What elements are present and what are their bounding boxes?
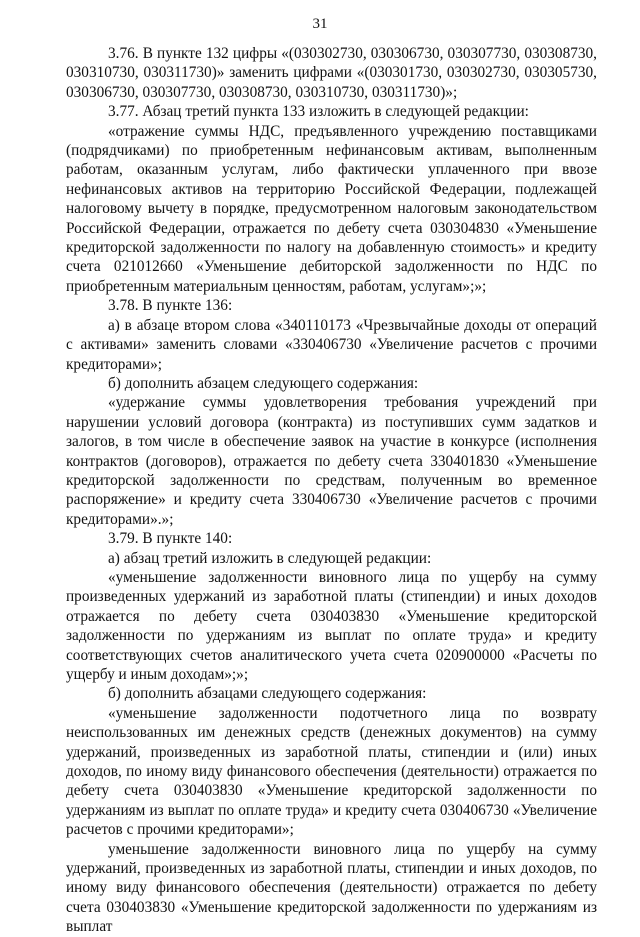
paragraph-3-77: 3.77. Абзац третий пункта 133 изложить в следующей редакции: <box>108 103 529 121</box>
paragraph-3-76: 3.76. В пункте 132 цифры «(030302730, 030306730, 030307730, 030308730, 030310730, 030311730)» заменить цифрами «(030301730, 030302730, 030305730, 030306730, 030307730, 030308730, 030310730, 030311730)»; <box>66 45 597 101</box>
paragraph-3-78-a: а) в абзаце втором слова «340110173 «Чрезвычайные доходы от операций с активами» заменить словами «330406730 «Увеличение расчетов с прочими кредиторами»; <box>66 316 597 373</box>
paragraph-3-79-b-text-2: уменьшение задолженности виновного лица по ущербу на сумму удержаний, произведенных из заработной платы, стипендии и иных доходов, по иному виду финансового обеспечения (деятельности) отражается по дебету счета 030403830 «Уменьшение кредиторской задолженности по удержаниям из выплат <box>66 840 597 936</box>
paragraph-3-78-b-text: «удержание суммы удовлетворения требования учреждений при нарушении условий договора (контракта) из поступивших сумм задатков и залогов, в том числе в обеспечение заявок на участие в конкурсе (исполнения контрактов (договоров), отражается по дебету счета 330401830 «Уменьшение кредиторской задолженности по средствам, полученным во временное распоряжение» и кредиту счета 330406730 «Увеличение расчетов с прочими кредиторами».»; <box>66 394 597 528</box>
page-number: 31 <box>312 16 328 32</box>
paragraph-3-79: 3.79. В пункте 140: <box>108 530 233 548</box>
paragraph-3-79-b: б) дополнить абзацами следующего содержания: <box>108 685 427 703</box>
document-body <box>66 44 597 937</box>
paragraph-3-77-text: «отражение суммы НДС, предъявленного учреждению поставщиками (подрядчиками) по приобретенным нефинансовым активам, выполненным работам, оказанным услугам, либо фактически уплаченного при ввозе нефинансовых активов на территорию Российской Федерации, подлежащей налоговому вычету в порядке, предусмотренном налоговым законодательством Российской Федерации, отражается по дебету счета 030304830 «Уменьшение кредиторской задолженности по налогу на добавленную стоимость» и кредиту счета 021012660 «Уменьшение дебиторской задолженности по НДС по приобретенным материальным ценностям, работам, услугам»;»; <box>66 122 597 295</box>
paragraph-3-79-b-text-1: «уменьшение задолженности подотчетного лица по возврату неиспользованных им денежных средств (денежных документов) на сумму удержаний, произведенных из заработной платы, стипендии и (или) иных доходов, по иному виду финансового обеспечения (деятельности) отражается по дебету счета 030403830 «Уменьшение кредиторской задолженности по удержаниям из выплат по оплате труда» и кредиту счета 030406730 «Увеличение расчетов с прочими кредиторами»; <box>66 704 597 839</box>
paragraph-3-79-a-text: «уменьшение задолженности виновного лица по ущербу на сумму произведенных удержаний из заработной платы (стипендии) и иных доходов отражается по дебету счета 030403830 «Уменьшение кредиторской задолженности по удержаниям из выплат по оплате труда» и кредиту соответствующих счетов аналитического учета счета 020900000 «Расчеты по ущербу и иным доходам»;»; <box>66 568 597 683</box>
paragraph-3-78-b: б) дополнить абзацем следующего содержания: <box>108 374 419 392</box>
paragraph-3-78: 3.78. В пункте 136: <box>108 297 233 315</box>
paragraph-3-79-a: а) абзац третий изложить в следующей редакции: <box>108 549 432 567</box>
